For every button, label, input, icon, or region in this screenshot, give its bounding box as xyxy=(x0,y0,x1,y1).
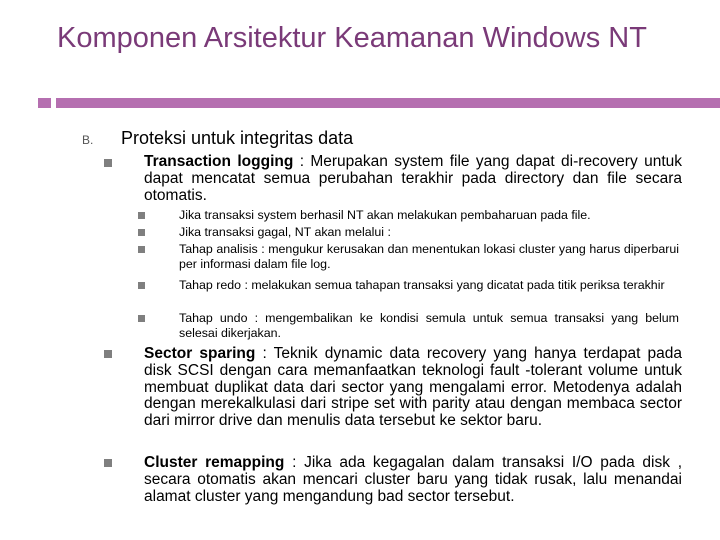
bullet-sector-sparing xyxy=(144,346,682,430)
sub-bullet-square-icon xyxy=(138,212,145,219)
title-rule xyxy=(56,98,720,108)
sub-bullet-item: Tahap redo : melakukan semua tahapan transaksi yang dicatat pada titik periksa terakhir xyxy=(179,278,665,292)
sub-bullet-item: Tahap analisis : mengukur kerusakan dan menentukan lokasi cluster yang harus diperbarui per informasi dalam file log. xyxy=(179,242,679,271)
sub-bullet-square-icon xyxy=(138,315,145,322)
bullet-square-icon xyxy=(104,159,112,167)
sub-bullet-square-icon xyxy=(138,246,145,253)
bullet-cluster-remapping xyxy=(144,455,682,505)
section-title: Proteksi untuk integritas data xyxy=(121,128,354,148)
bullet-text: : Teknik dynamic data recovery yang hanya terdapat pada disk SCSI dengan cara memanfaatkan teknologi fault -tolerant volume untuk membuat duplikat data dari sector yang mengalami error. Metodenya adalah dengan merekalkulasi dari stripe set with parity atau dengan membaca sector dari mirror drive dan menulis data tersebut ke sektor baru. xyxy=(144,345,682,430)
slide-title: Komponen Arsitektur Keamanan Windows NT xyxy=(57,22,647,54)
bullet-transaction-logging xyxy=(144,154,682,204)
bullet-square-icon xyxy=(104,459,112,467)
bullet-text: : Jika ada kegagalan dalam transaksi I/O pada disk , secara otomatis akan mencari cluster baru yang tidak rusak, lalu menandai alamat cluster yang mengandung bad sector tersebut. xyxy=(144,454,682,505)
bullet-square-icon xyxy=(104,350,112,358)
bullet-term: Transaction logging xyxy=(144,153,294,170)
bullet-term: Cluster remapping xyxy=(144,454,285,471)
sub-bullet-square-icon xyxy=(138,229,145,236)
bullet-term: Sector sparing xyxy=(144,345,256,362)
sub-bullet-square-icon xyxy=(138,282,145,289)
sub-bullet-item: Jika transaksi system berhasil NT akan melakukan pembaharuan pada file. xyxy=(179,208,591,222)
bullet-text: : Merupakan system file yang dapat di-recovery untuk dapat mencatat semua perubahan terakhir pada directory dan file secara otomatis. xyxy=(144,153,682,204)
title-rule-accent xyxy=(38,98,51,108)
sub-bullet-item: Jika transaksi gagal, NT akan melalui : xyxy=(179,225,391,239)
sub-bullet-item: Tahap undo : mengembalikan ke kondisi semula untuk semua transaksi yang belum selesai dikerjakan. xyxy=(179,311,679,340)
section-letter: B. xyxy=(82,133,94,147)
